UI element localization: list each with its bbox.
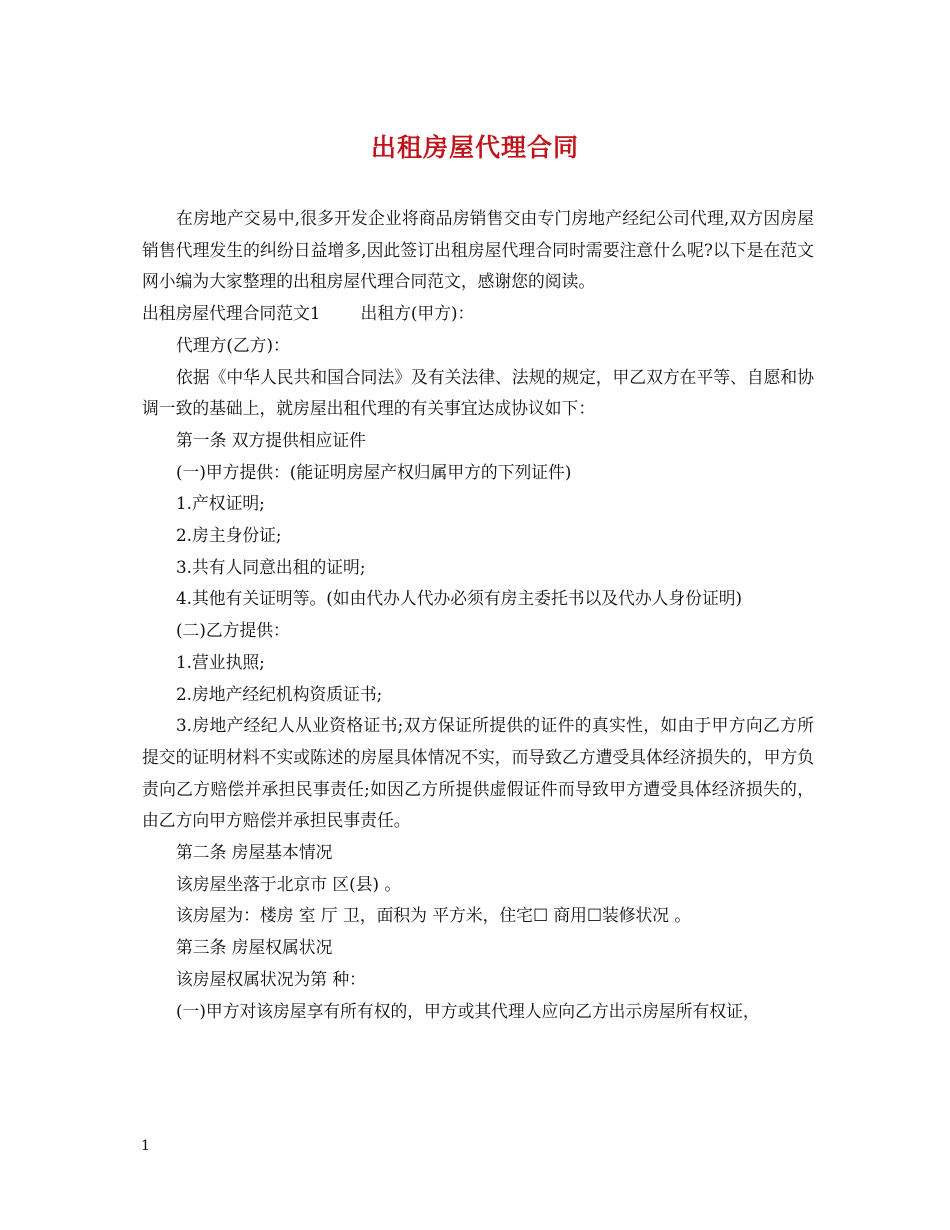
sample-heading: 出租房屋代理合同范文1	[142, 303, 321, 324]
document-title: 出租房屋代理合同	[370, 133, 579, 162]
basis-paragraph: 依据《中华人民共和国合同法》及有关法律、法规的规定，甲乙双方在平等、自愿和协调一致的基础上，就房屋出租代理的有关事宜达成协议如下：	[142, 366, 814, 419]
article-1-party-a-provides: (一)甲方提供：(能证明房屋产权归属甲方的下列证件)	[176, 461, 572, 482]
article-2-title: 第二条 房屋基本情况	[176, 842, 333, 863]
sample-heading-line	[142, 298, 814, 330]
article-1-a-item-4: 4.其他有关证明等。(如由代办人代办必须有房主委托书以及代办人身份证明)	[176, 588, 743, 609]
document-body	[142, 203, 814, 1027]
party-a-label: 出租方(甲方)：	[360, 303, 475, 324]
page-number: 1	[141, 1138, 150, 1154]
party-b-label: 代理方(乙方)：	[176, 334, 290, 355]
article-2-location: 该房屋坐落于北京市 区(县) 。	[176, 873, 402, 894]
article-1-b-item-3: 3.房地产经纪人从业资格证书;双方保证所提供的证件的真实性，如由于甲方向乙方所提交的证明材料不实或陈述的房屋具体情况不实，而导致乙方遭受具体经济损失的，甲方负责向乙方赔偿并承担民事责任;如因乙方所提供虚假证件而导致甲方遭受具体经济损失的，由乙方向甲方赔偿并承担民事责任。	[142, 715, 814, 831]
article-1-b-item-2: 2.房地产经纪机构资质证书;	[176, 683, 383, 704]
article-1-title: 第一条 双方提供相应证件	[176, 429, 366, 450]
article-1-b-item-1: 1.营业执照;	[176, 651, 265, 672]
article-3-item-1: (一)甲方对该房屋享有所有权的，甲方或其代理人应向乙方出示房屋所有权证，	[176, 1000, 760, 1021]
article-1-a-item-2: 2.房主身份证;	[176, 525, 282, 546]
article-3-type: 该房屋权属状况为第 种：	[176, 968, 366, 989]
article-1-party-b-provides: (二)乙方提供：	[176, 620, 290, 641]
intro-paragraph: 在房地产交易中,很多开发企业将商品房销售交由专门房地产经纪公司代理,双方因房屋销售代理发生的纠纷日益增多,因此签订出租房屋代理合同时需要注意什么呢?以下是在范文网小编为大家整理的出租房屋代理合同范文，感谢您的阅读。	[142, 208, 814, 292]
article-1-a-item-3: 3.共有人同意出租的证明;	[176, 556, 366, 577]
article-3-title: 第三条 房屋权属状况	[176, 937, 333, 958]
article-2-details: 该房屋为：楼房 室 厅 卫，面积为 平方米，住宅☐ 商用☐装修状况 。	[176, 905, 692, 926]
article-1-a-item-1: 1.产权证明;	[176, 493, 265, 514]
